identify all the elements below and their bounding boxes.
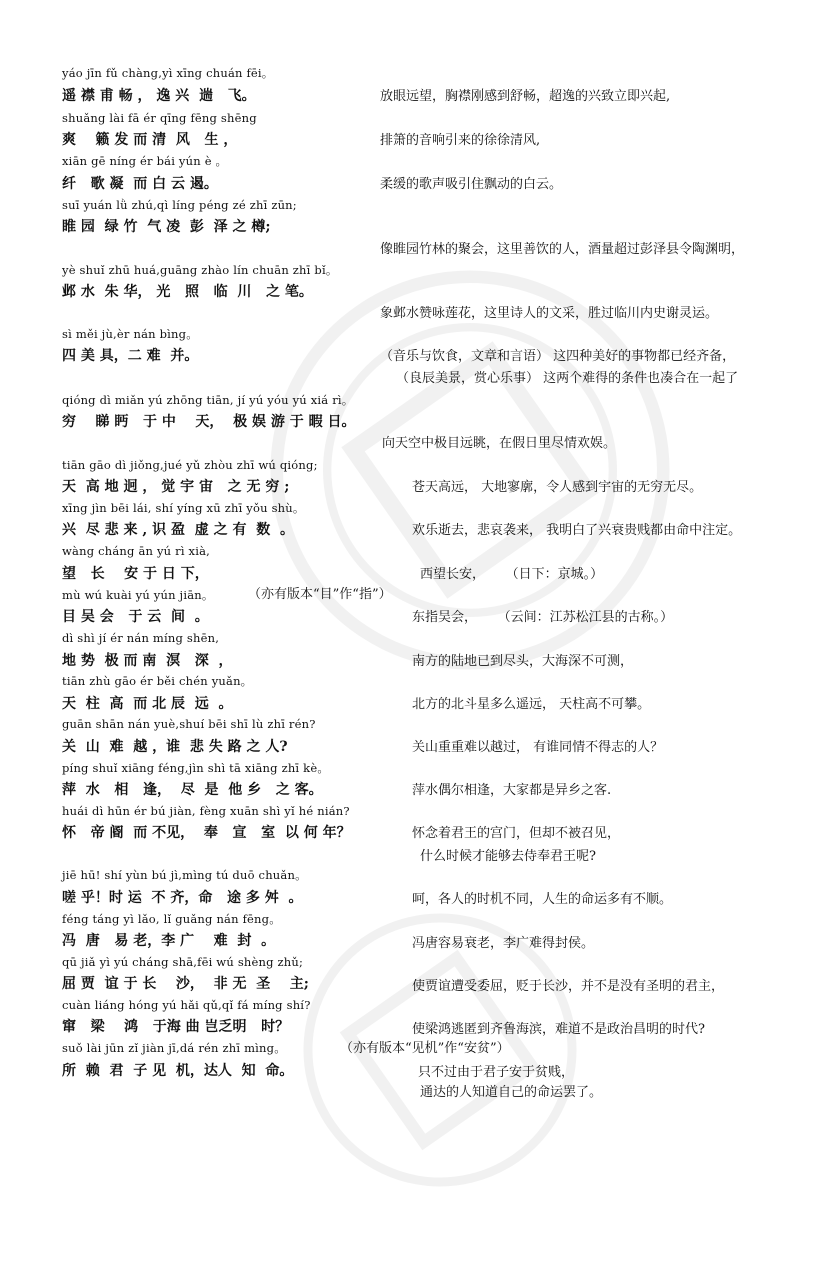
translation-line-continued: （良辰美景，赏心乐事） 这两个难得的条件也凑合在一起了 bbox=[396, 371, 739, 386]
pinyin-line: jiē hū! shí yùn bú jì,mìng tú duō chuǎn。 bbox=[62, 868, 307, 882]
pinyin-line: huái dì hūn ér bú jiàn, fèng xuān shì yǐ hé nián? bbox=[62, 804, 350, 818]
translation-line: 使贾谊遭受委屈，贬于长沙，并不是没有圣明的君主， bbox=[412, 979, 725, 994]
original-text-line: 屈 贾 谊 于 长 沙， 非 无 圣 主; bbox=[62, 976, 309, 992]
pinyin-line: sì měi jù,èr nán bìng。 bbox=[62, 327, 198, 341]
pinyin-line: guān shān nán yuè,shuí bēi shī lù zhī rén? bbox=[62, 717, 316, 731]
original-text-line: 睢 园 绿 竹 气 凌 彭 泽 之 樽; bbox=[62, 219, 271, 235]
translation-line: 冯唐容易衰老，李广难得封侯。 bbox=[412, 936, 595, 951]
original-text-line: 萍 水 相 逢， 尽 是 他 乡 之 客。 bbox=[62, 782, 323, 798]
version-note: （亦有版本“目”作“指”） bbox=[248, 587, 392, 602]
translation-line: 南方的陆地已到尽头，大海深不可测， bbox=[412, 654, 634, 669]
pinyin-line: féng táng yì lǎo, lǐ guǎng nán fēng。 bbox=[62, 912, 281, 926]
translation-line: 柔缓的歌声吸引住飘动的白云。 bbox=[380, 177, 563, 192]
translation-line: 西望长安， （日下：京城。） bbox=[420, 567, 604, 582]
original-text-line: 冯 唐 易 老，李 广 难 封 。 bbox=[62, 933, 276, 949]
pinyin-line: mù wú kuài yú yún jiān。 bbox=[62, 588, 214, 602]
original-text-line: 关 山 难 越 ，谁 悲 失 路 之 人? bbox=[62, 739, 288, 755]
translation-line: 向天空中极目远眺，在假日里尽情欢娱。 bbox=[382, 436, 617, 451]
translation-line: 放眼远望，胸襟刚感到舒畅，超逸的兴致立即兴起, bbox=[380, 89, 671, 104]
translation-line: 萍水偶尔相逢，大家都是异乡之客. bbox=[412, 783, 612, 798]
pinyin-line: tiān zhù gāo ér běi chén yuǎn。 bbox=[62, 674, 253, 688]
translation-line: 北方的北斗星多么遥远， 天柱高不可攀。 bbox=[412, 697, 651, 712]
original-text-line: 爽 籁 发 而 清 风 生 ， bbox=[62, 132, 238, 148]
pinyin-line: qū jiǎ yì yú cháng shā,fēi wú shèng zhǔ; bbox=[62, 955, 304, 969]
pinyin-line: yáo jīn fǔ chàng,yì xīng chuán fēi。 bbox=[62, 66, 274, 80]
translation-line: 关山重重难以越过， 有谁同情不得志的人？ bbox=[412, 740, 664, 755]
original-text-line: 望 长 安 于 日 下， bbox=[62, 566, 209, 582]
pinyin-line: dì shì jí ér nán míng shēn, bbox=[62, 631, 220, 645]
translation-line-continued: 通达的人知道自己的命运罢了。 bbox=[420, 1085, 603, 1100]
translation-line-continued: 什么时候才能够去侍奉君王呢? bbox=[420, 849, 596, 864]
original-text-line: 嗟 乎！时 运 不 齐，命 途 多 舛 。 bbox=[62, 890, 303, 906]
translation-line: 只不过由于君子安于贫贱， bbox=[418, 1065, 575, 1080]
original-text-line: 地 势 极 而 南 溟 深 ， bbox=[62, 653, 233, 669]
translation-line: 欢乐逝去，悲哀袭来， 我明白了兴衰贵贱都由命中注定。 bbox=[412, 523, 742, 538]
translation-line: 象邺水赞咏莲花，这里诗人的文采，胜过临川内史谢灵运。 bbox=[380, 306, 719, 321]
translation-line: 东指吴会， （云间：江苏松江县的古称。） bbox=[412, 610, 674, 625]
original-text-line: 纤 歌 凝 而 白 云 遏。 bbox=[62, 176, 218, 192]
original-text-line: 所 赖 君 子 见 机，达人 知 命。 bbox=[62, 1063, 294, 1079]
pinyin-line: xiān gē níng ér bái yún è 。 bbox=[62, 154, 228, 168]
original-text-line: 天 高 地 迥 ， 觉 宇 宙 之 无 穷 ; bbox=[62, 479, 290, 495]
original-text-line: 天 柱 高 而 北 辰 远 。 bbox=[62, 696, 233, 712]
translation-line: （音乐与饮食，文章和言语） 这四种美好的事物都已经齐备， bbox=[380, 349, 736, 364]
pinyin-line: yè shuǐ zhū huá,guāng zhào lín chuān zhī bǐ。 bbox=[62, 263, 338, 277]
pinyin-line: tiān gāo dì jiǒng,jué yǔ zhòu zhī wú qióng; bbox=[62, 458, 318, 472]
pinyin-line: suǒ lài jūn zǐ jiàn jī,dá rén zhī mìng。 bbox=[62, 1041, 286, 1055]
translation-line: 像睢园竹林的聚会，这里善饮的人，酒量超过彭泽县令陶渊明， bbox=[380, 242, 745, 257]
pinyin-line: cuàn liáng hóng yú hǎi qǔ,qǐ fá míng shí? bbox=[62, 998, 311, 1012]
original-text-line: 目 吴 会 于 云 间 。 bbox=[62, 609, 209, 625]
original-text-line: 穷 睇 眄 于 中 天， 极 娱 游 于 暇 日。 bbox=[62, 414, 356, 430]
version-note: （亦有版本“见机”作“安贫”） bbox=[340, 1041, 510, 1056]
translation-line: 使梁鸿逃匿到齐鲁海滨，难道不是政治昌明的时代? bbox=[412, 1022, 705, 1037]
translation-line: 呵，各人的时机不同，人生的命运多有不顺。 bbox=[412, 892, 673, 907]
translation-line: 苍天高远， 大地寥廓，令人感到宇宙的无穷无尽。 bbox=[412, 480, 703, 495]
original-text-line: 四 美 具，二 难 并。 bbox=[62, 348, 199, 364]
pinyin-line: suī yuán lǜ zhú,qì líng péng zé zhī zūn; bbox=[62, 198, 297, 212]
original-text-line: 窜 梁 鸿 于海 曲 岂乏明 时？ bbox=[62, 1019, 290, 1035]
original-text-line: 遥 襟 甫 畅 ， 逸 兴 遄 飞。 bbox=[62, 88, 256, 104]
pinyin-line: píng shuǐ xiāng féng,jìn shì tā xiāng zhī kè。 bbox=[62, 761, 330, 775]
pinyin-line: xīng jìn bēi lái, shí yíng xū zhī yǒu shù。 bbox=[62, 501, 305, 515]
original-text-line: 怀 帝 阍 而 不见， 奉 宣 室 以 何 年？ bbox=[62, 825, 351, 841]
pinyin-line: shuǎng lài fā ér qīng fēng shēng bbox=[62, 111, 257, 125]
translation-line: 排箫的音响引来的徐徐清风, bbox=[380, 133, 541, 148]
pinyin-line: wàng cháng ān yú rì xià, bbox=[62, 544, 211, 558]
pinyin-line: qióng dì miǎn yú zhōng tiān, jí yú yóu yú xiá rì。 bbox=[62, 393, 354, 407]
original-text-line: 邺 水 朱 华， 光 照 临 川 之 笔。 bbox=[62, 284, 313, 300]
original-text-line: 兴 尽 悲 来 , 识 盈 虚 之 有 数 。 bbox=[62, 522, 294, 538]
translation-line: 怀念着君王的宫门，但却不被召见， bbox=[412, 826, 621, 841]
